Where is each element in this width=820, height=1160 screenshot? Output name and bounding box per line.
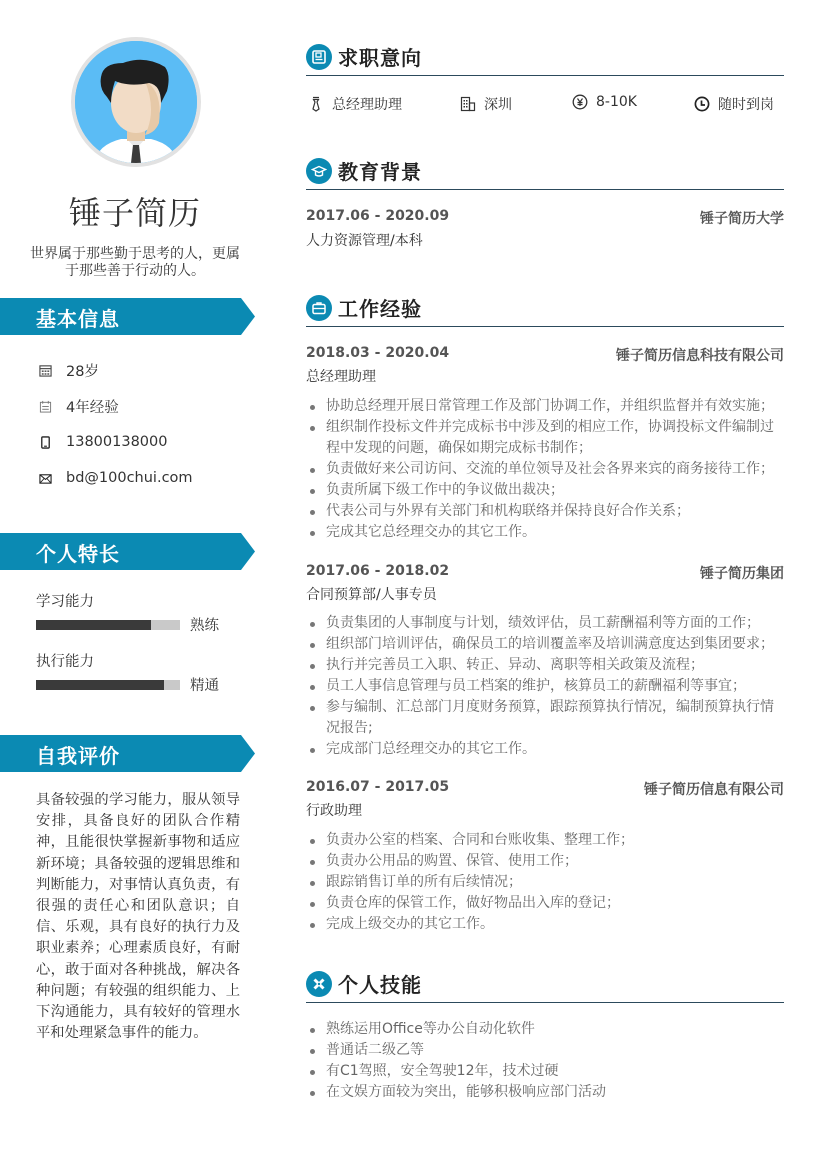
intent-value: 随时到岗 <box>718 97 774 113</box>
section-header-education <box>306 156 784 190</box>
info-experience <box>38 388 258 424</box>
banner-arrow-icon <box>241 298 255 335</box>
list-item: 协助总经理开展日常管理工作及部门协调工作，并组织监督并有效实施； <box>306 396 784 417</box>
person-avatar-icon <box>75 41 197 163</box>
list-item: 代表公司与外界有关部门和机构联络并保持良好合作关系； <box>306 501 784 522</box>
intent-salary <box>572 94 637 110</box>
strength-level: 精通 <box>190 678 219 694</box>
section-title: 个人技能 <box>338 973 422 997</box>
intent-availability <box>694 94 774 114</box>
work-entry-header <box>306 345 784 365</box>
section-title: 求职意向 <box>338 46 422 70</box>
entry-role: 合同预算部/人事专员 <box>306 587 437 603</box>
list-item: 普通话二级乙等 <box>306 1040 784 1061</box>
education-entry-header <box>306 208 784 228</box>
skills-bullets <box>306 1019 784 1103</box>
strength-label: 执行能力 <box>36 654 94 670</box>
work-entry-header <box>306 563 784 583</box>
section-header-work <box>306 293 784 327</box>
clock-icon <box>694 96 710 112</box>
document-icon <box>306 44 332 70</box>
strength-bar <box>36 620 180 630</box>
list-item: 负责办公用品的购置、保管、使用工作； <box>306 851 784 872</box>
list-item: 负责办公室的档案、合同和台账收集、整理工作； <box>306 830 784 851</box>
entry-org: 锤子简历信息有限公司 <box>644 782 784 798</box>
list-item: 跟踪销售订单的所有后续情况； <box>306 872 784 893</box>
work-bullets <box>306 613 784 760</box>
intent-value: 8-10K <box>596 94 637 110</box>
work-bullets <box>306 396 784 543</box>
graduation-cap-icon <box>306 158 332 184</box>
entry-date: 2017.06 - 2020.09 <box>306 208 450 224</box>
list-item: 参与编制、汇总部门月度财务预算，跟踪预算执行情况，编制预算执行情况报告; <box>306 697 784 739</box>
info-value: 4年经验 <box>66 399 119 416</box>
entry-date: 2016.07 - 2017.05 <box>306 779 450 795</box>
entry-role: 人力资源管理/本科 <box>306 233 423 249</box>
section-banner-self-evaluation <box>0 735 255 772</box>
entry-role: 行政助理 <box>306 803 362 819</box>
sidebar <box>0 0 280 1160</box>
self-evaluation-text: 具备较强的学习能力，服从领导安排，具备良好的团队合作精神，且能很快掌握新事物和适应新环境；具备较强的逻辑思维和判断能力，对事情认真负责，有很强的责任心和团队意识；自信、乐观，具有良好的执行力及职业素养；心理素质良好，有耐心，敢于面对各种挑战，解决各种问题；有较强的组织能力、上下沟通能力，具有较好的管理水平和处理紧急事件的能力。 <box>36 792 240 1042</box>
motto: 世界属于那些勤于思考的人，更属于那些善于行动的人。 <box>30 246 240 279</box>
section-title: 教育背景 <box>338 160 422 184</box>
strength-bar-fill <box>36 620 151 630</box>
entry-org: 锤子简历信息科技有限公司 <box>616 348 784 364</box>
intent-city <box>460 94 512 114</box>
job-intent-row <box>306 94 784 118</box>
section-title: 工作经验 <box>338 297 422 321</box>
list-item: 组织部门培训评估，确保员工的培训覆盖率及培训满意度达到集团要求； <box>306 634 784 655</box>
briefcase-icon <box>306 295 332 321</box>
section-title: 基本信息 <box>36 307 120 331</box>
section-title: 自我评价 <box>36 744 120 768</box>
strength-bar-fill <box>36 680 164 690</box>
list-item: 在文娱方面较为突出，能够积极响应部门活动 <box>306 1082 784 1103</box>
tools-icon <box>306 971 332 997</box>
strength-learning <box>36 590 256 635</box>
entry-date: 2018.03 - 2020.04 <box>306 345 450 361</box>
tie-icon <box>308 96 324 112</box>
basic-info-list <box>38 352 258 496</box>
phone-icon <box>38 435 52 449</box>
intent-position <box>308 94 402 114</box>
yen-icon <box>572 94 588 110</box>
list-item: 员工人事信息管理与员工档案的维护，核算员工的薪酬福利等事宜； <box>306 676 784 697</box>
info-value: 13800138000 <box>66 434 168 450</box>
info-value: 28岁 <box>66 363 99 380</box>
list-item: 熟练运用Office等办公自动化软件 <box>306 1019 784 1040</box>
entry-role: 总经理助理 <box>306 369 376 385</box>
list-item: 有C1驾照，安全驾驶12年，技术过硬 <box>306 1061 784 1082</box>
section-title: 个人特长 <box>36 542 120 566</box>
list-item: 负责所属下级工作中的争议做出裁决； <box>306 480 784 501</box>
intent-value: 总经理助理 <box>332 97 402 113</box>
section-banner-basic-info <box>0 298 255 335</box>
calendar-icon <box>38 363 52 377</box>
list-item: 完成上级交办的其它工作。 <box>306 914 784 935</box>
intent-value: 深圳 <box>484 97 512 113</box>
info-age <box>38 352 258 388</box>
list-item: 组织制作投标文件并完成标书中涉及到的相应工作，协调投标文件编制过程中发现的问题，确保如期完成标书制作； <box>306 417 784 459</box>
info-value: bd@100chui.com <box>66 470 193 486</box>
strength-level: 熟练 <box>190 618 219 634</box>
calendar-outline-icon <box>38 399 52 413</box>
section-header-skills <box>306 969 784 1003</box>
section-banner-strengths <box>0 533 255 570</box>
banner-arrow-icon <box>241 735 255 772</box>
list-item: 负责集团的人事制度与计划，绩效评估，员工薪酬福利等方面的工作； <box>306 613 784 634</box>
banner-arrow-icon <box>241 533 255 570</box>
work-bullets <box>306 830 784 935</box>
entry-date: 2017.06 - 2018.02 <box>306 563 450 579</box>
work-entry-header <box>306 779 784 799</box>
list-item: 完成部门总经理交办的其它工作。 <box>306 739 784 760</box>
candidate-name: 锤子简历 <box>68 194 201 232</box>
list-item: 执行并完善员工入职、转正、异动、离职等相关政策及流程； <box>306 655 784 676</box>
building-icon <box>460 96 476 112</box>
avatar <box>71 37 201 167</box>
entry-org: 锤子简历大学 <box>700 211 784 227</box>
list-item: 完成其它总经理交办的其它工作。 <box>306 522 784 543</box>
section-header-job-intent <box>306 42 784 76</box>
entry-org: 锤子简历集团 <box>700 566 784 582</box>
mail-icon <box>38 471 52 485</box>
info-email <box>38 460 258 496</box>
list-item: 负责做好来公司访问、交流的单位领导及社会各界来宾的商务接待工作； <box>306 459 784 480</box>
info-phone <box>38 424 258 460</box>
strength-label: 学习能力 <box>36 594 94 610</box>
strength-execution <box>36 650 256 695</box>
list-item: 负责仓库的保管工作，做好物品出入库的登记； <box>306 893 784 914</box>
strength-bar <box>36 680 180 690</box>
